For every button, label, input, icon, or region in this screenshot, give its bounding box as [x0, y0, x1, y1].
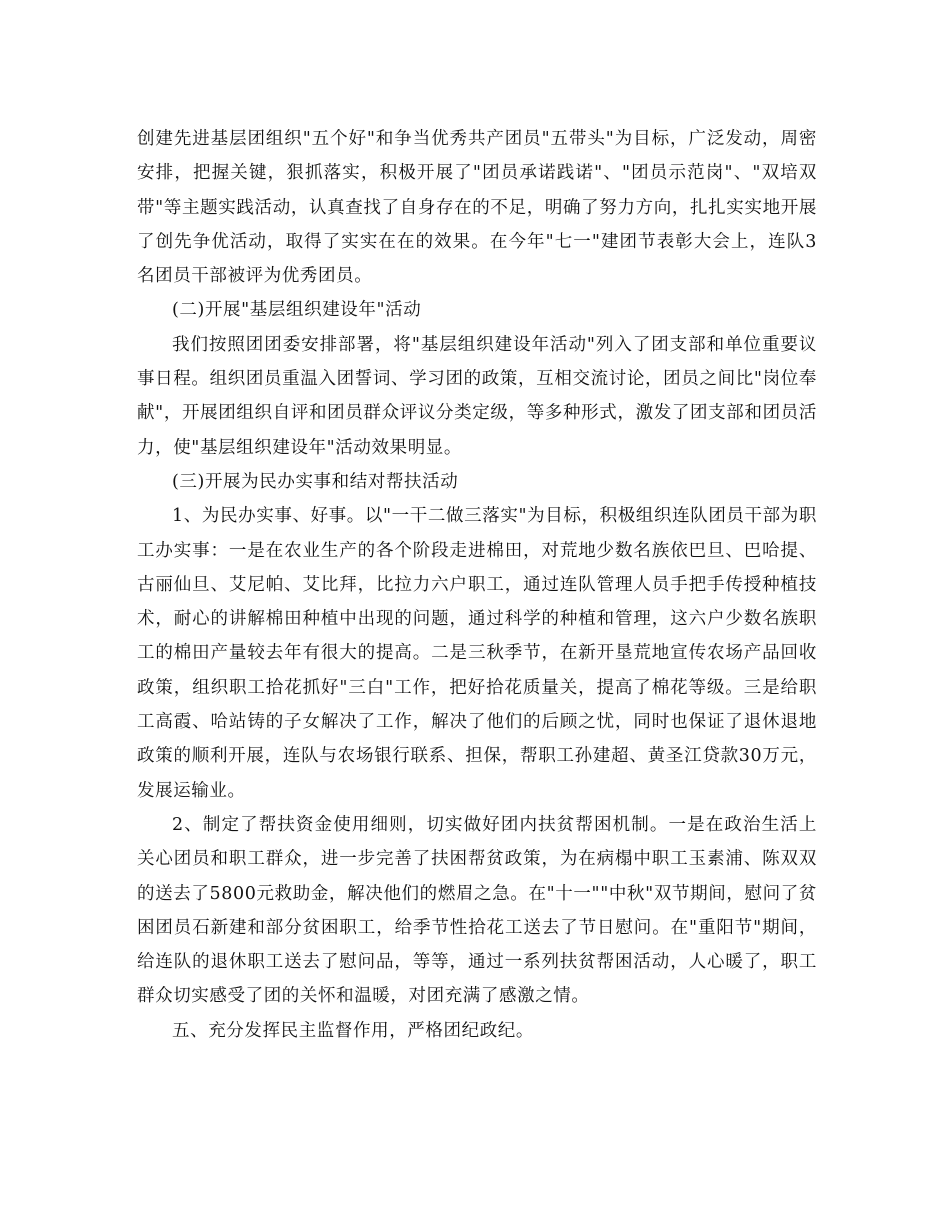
section-heading-practical-help: (三)开展为民办实事和结对帮扶活动 — [172, 471, 459, 492]
document-body — [137, 122, 817, 1048]
paragraph-organization-goals: 创建先进基层团组织"五个好"和争当优秀共产团员"五带头"为目标，广泛发动，周密安排，把握关键，狠抓落实，积极开展了"团员承诺践诺"、"团员示范岗"、"双培双带"等主题实践活动，认真查找了自身存在的不足，明确了努力方向，扎扎实实地开展了创先争优活动，取得了实实在在的效果。在今年"七一"建团节表彰大会上，连队3名团员干部被评为优秀团员。 — [137, 129, 817, 287]
paragraph-practical-deeds: 1、为民办实事、好事。以"一干二做三落实"为目标，积极组织连队团员干部为职工办实事：一是在农业生产的各个阶段走进棉田，对荒地少数名族依巴旦、巴哈提、古丽仙旦、艾尼帕、艾比拜，比拉力六户职工，通过连队管理人员手把手传授种植技术，耐心的讲解棉田种植中出现的问题，通过科学的种植和管理，这六户少数名族职工的棉田产量较去年有很大的提高。二是三秋季节，在新开垦荒地宣传农场产品回收政策，组织职工拾花抓好"三白"工作，把好拾花质量关，提高了棉花等级。三是给职工高霞、哈站铸的子女解决了工作，解决了他们的后顾之忧，同时也保证了退休退地政策的顺利开展，连队与农场银行联系、担保，帮职工孙建超、黄圣江贷款30万元，发展运输业。 — [137, 506, 817, 801]
paragraph-assistance-funds: 2、制定了帮扶资金使用细则，切实做好团内扶贫帮困机制。一是在政治生活上关心团员和职工群众，进一步完善了扶困帮贫政策，为在病榻中职工玉素浦、陈双双的送去了5800元救助金，解决他们的燃眉之急。在"十一""中秋"双节期间，慰问了贫困团员石新建和部分贫困职工，给季节性拾花工送去了节日慰问。在"重阳节"期间，给连队的退休职工送去了慰问品，等等，通过一系列扶贫帮困活动，人心暖了，职工群众切实感受了团的关怀和温暖，对团充满了感激之情。 — [137, 814, 817, 1007]
section-heading-grassroots-year: (二)开展"基层组织建设年"活动 — [172, 300, 422, 321]
section-heading-democratic-supervision: 五、充分发挥民主监督作用，严格团纪政纪。 — [172, 1020, 534, 1041]
paragraph-grassroots-year: 我们按照团团委安排部署，将"基层组织建设年活动"列入了团支部和单位重要议事日程。组织团员重温入团誓词、学习团的政策，互相交流讨论，团员之间比"岗位奉献"，开展团组织自评和团员群众评议分类定级，等多种形式，激发了团支部和团员活力，使"基层组织建设年"活动效果明显。 — [137, 334, 817, 458]
